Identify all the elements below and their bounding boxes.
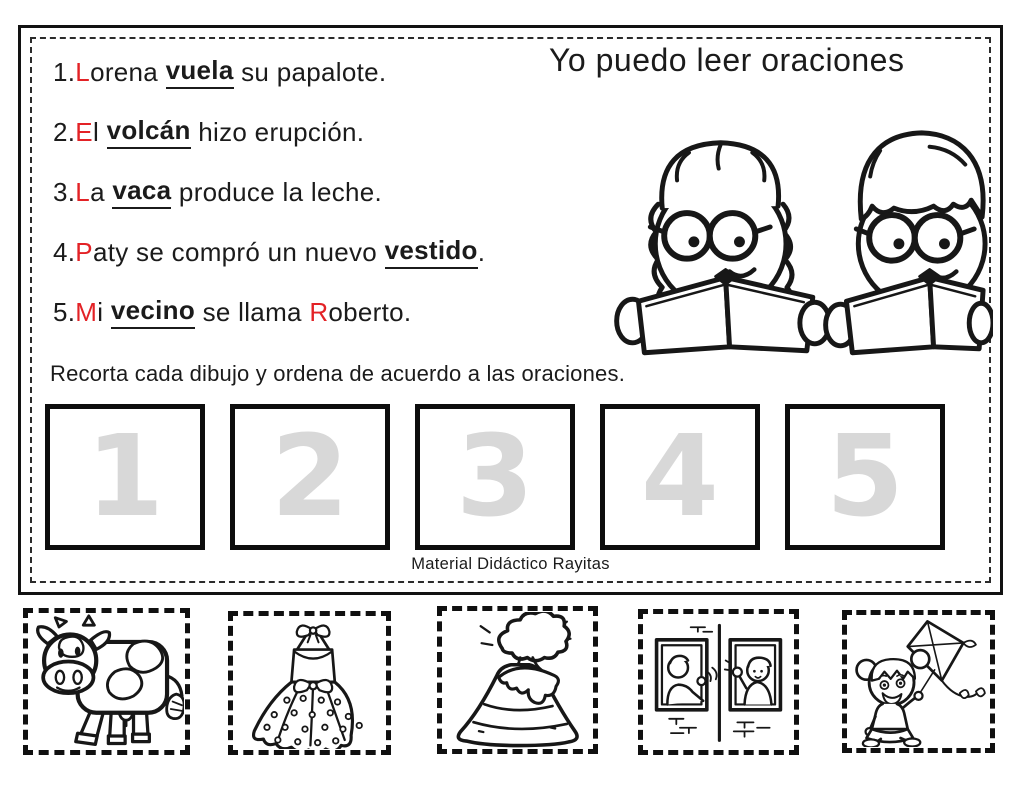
sentence-segment: 3.	[53, 176, 76, 207]
cutout-cow	[23, 608, 190, 755]
sentence-segment: volcán	[107, 115, 191, 149]
sequence-number: 1	[86, 412, 164, 542]
polka-dot-dress-icon	[234, 617, 385, 749]
sentence-segment: .	[477, 236, 486, 267]
sequence-number: 5	[826, 412, 904, 542]
sentence-segment: oberto.	[328, 296, 412, 327]
sequence-box-1	[45, 404, 205, 550]
worksheet-sheet	[18, 25, 1003, 595]
sentence-segment: hizo erupción.	[190, 116, 365, 147]
sequence-boxes	[45, 404, 945, 550]
cow-icon	[29, 614, 184, 750]
cutout-volcano	[437, 606, 598, 754]
sequence-number: 3	[456, 412, 534, 542]
neighbors-waving-icon	[644, 615, 793, 749]
erupting-volcano-icon	[443, 612, 592, 748]
sentence-segment: E	[75, 116, 93, 147]
sentence-segment: R	[309, 296, 329, 327]
sentence-segment: 2.	[53, 116, 76, 147]
sentence-1	[53, 42, 553, 102]
sentence-segment: a	[90, 176, 113, 207]
sentence-segment: vestido	[385, 235, 478, 269]
cutout-neighbors	[638, 609, 799, 755]
cutout-dress	[228, 611, 391, 755]
sentence-segment: 1.	[53, 56, 76, 87]
sentence-segment: i	[97, 296, 111, 327]
sentence-segment: L	[75, 176, 91, 207]
sentence-segment: orena	[90, 56, 166, 87]
girl-flying-kite-icon	[848, 616, 989, 747]
sentence-5	[53, 282, 553, 342]
sequence-box-2	[230, 404, 390, 550]
cutout-kite	[842, 610, 995, 753]
sequence-number: 4	[641, 412, 719, 542]
sentence-segment: vuela	[166, 55, 234, 89]
sentence-list	[53, 42, 553, 342]
sentence-segment: vaca	[112, 175, 171, 209]
instruction-text: Recorta cada dibujo y ordena de acuerdo a las oraciones.	[50, 361, 626, 386]
sentence-segment: 4.	[53, 236, 76, 267]
sentence-segment: M	[75, 296, 98, 327]
sentence-segment: produce la leche.	[171, 176, 383, 207]
sentence-segment: vecino	[111, 295, 195, 329]
sentence-segment: l	[92, 116, 107, 147]
footer-credit: Material Didáctico Rayitas	[411, 555, 610, 573]
sequence-box-4	[600, 404, 760, 550]
sentence-segment: P	[75, 236, 93, 267]
sentence-segment: aty se compró un nuevo	[92, 236, 385, 267]
sentence-4	[53, 222, 553, 282]
sequence-number: 2	[271, 412, 349, 542]
sentence-2	[53, 102, 553, 162]
sentence-3	[53, 162, 553, 222]
sentence-segment: L	[75, 56, 91, 87]
page-title: Yo puedo leer oraciones	[549, 42, 905, 78]
sentence-segment: 5.	[53, 296, 76, 327]
sequence-box-5	[785, 404, 945, 550]
kids-reading-books-icon	[581, 86, 993, 358]
sentence-segment: se llama	[195, 296, 310, 327]
sentence-segment: su papalote.	[233, 56, 387, 87]
sequence-box-3	[415, 404, 575, 550]
